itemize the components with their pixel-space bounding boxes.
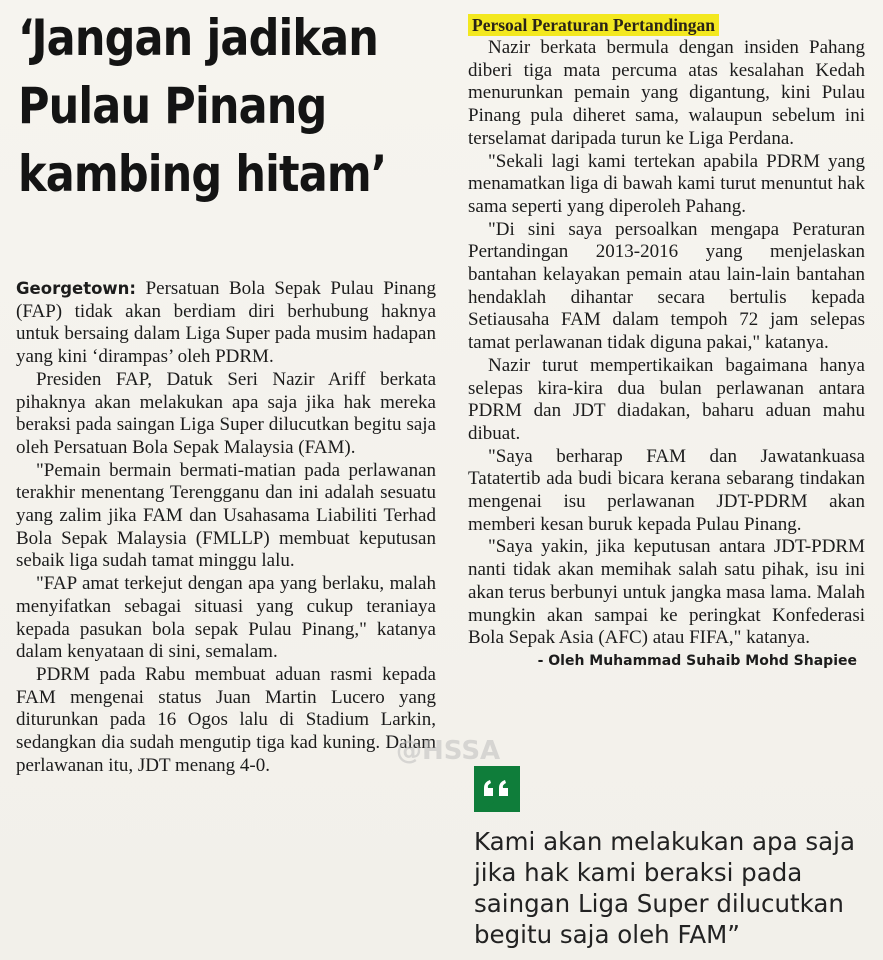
headline-line-2: Pulau Pinang	[18, 77, 327, 135]
paragraph: Presiden FAP, Datuk Seri Nazir Ariff berkata pihaknya akan melakukan apa saja jika hak mereka beraksi pada saingan Liga Super dilucutkan begitu saja oleh Persatuan Bola Sepak Malaysia (FAM).	[16, 368, 436, 458]
paragraph: "FAP amat terkejut dengan apa yang berlaku, malah menyifatkan sebagai situasi yang cukup teraniaya kepada pasukan bola sepak Pulau Pinang," katanya dalam kenyataan di sini, semalam.	[16, 573, 436, 663]
paragraph-text: Persatuan Bola Sepak Pulau Pinang (FAP) tidak akan berdiam diri berhubung haknya untuk bersaing dalam Liga Super pada musim hadapan yang kini ‘dirampas’ oleh PDRM.	[16, 278, 436, 368]
dateline: Georgetown:	[16, 279, 137, 298]
paragraph: "Saya berharap FAM dan Jawatankuasa Tatatertib ada budi bicara kerana sebarang tindakan mengenai isu perlawanan JDT-PDRM akan memberi kesan buruk kepada Pulau Pinang.	[468, 445, 865, 535]
left-body	[16, 278, 436, 777]
watermark: @HSSA	[396, 736, 501, 766]
paragraph: PDRM pada Rabu membuat aduan rasmi kepada FAM mengenai status Juan Martin Lucero yang diturunkan pada 16 Ogos lalu di Stadium Larkin, sedangkan dia sudah mengutip tiga kad kuning. Dalam perlawanan itu, JDT menang 4-0.	[16, 663, 436, 776]
right-column	[468, 0, 873, 960]
quote-marks-icon	[474, 766, 520, 812]
pull-quote	[474, 826, 869, 950]
headline-line-1: ‘Jangan jadikan	[18, 9, 379, 67]
subheading-highlight: Persoal Peraturan Pertandingan	[468, 14, 719, 36]
pull-quote-line-2: jika hak kami beraksi pada	[474, 858, 803, 887]
pull-quote-line-4: begitu saja oleh FAM”	[474, 920, 740, 949]
pull-quote-line-3: saingan Liga Super dilucutkan	[474, 889, 844, 918]
pull-quote-line-1: Kami akan melakukan apa saja	[474, 827, 855, 856]
right-body	[468, 37, 865, 669]
headline	[18, 4, 387, 208]
paragraph	[16, 278, 436, 369]
headline-line-3: kambing hitam’	[18, 145, 387, 203]
paragraph: "Pemain bermain bermati-matian pada perlawanan terakhir menentang Terengganu dan ini adalah sesuatu yang zalim jika FAM dan Usahasama Liabiliti Terhad Bola Sepak Malaysia (FMLLP) membuat keputusan sebaik liga sudah tamat minggu lalu.	[16, 459, 436, 572]
left-column	[14, 0, 438, 960]
paragraph: Nazir berkata bermula dengan insiden Pahang diberi tiga mata percuma atas kesalahan Kedah menurunkan pemain yang digantung, kini Pulau Pinang pula diheret sama, walaupun sebelum ini terselamat daripada turun ke Liga Perdana.	[468, 37, 865, 149]
byline: - Oleh Muhammad Suhaib Mohd Shapiee	[537, 652, 857, 669]
paragraph: Nazir turut mempertikaikan bagaimana hanya selepas kira-kira dua bulan perlawanan antara PDRM dan JDT diadakan, baharu aduan mahu dibuat.	[468, 354, 865, 444]
paragraph: "Di sini saya persoalkan mengapa Peraturan Pertandingan 2013-2016 yang menjelaskan bantahan kelayakan pemain atau lain-lain bantahan hendaklah dihantar secara bertulis kepada Setiausaha FAM dalam tempoh 72 jam selepas tamat perlawanan tidak diguna pakai," katanya.	[468, 218, 865, 354]
paragraph: "Saya yakin, jika keputusan antara JDT-PDRM nanti tidak akan memihak salah satu pihak, isu ini akan terus berbunyi untuk jangka masa lama. Malah mungkin akan sampai ke peringkat Konfederasi Bola Sepak Asia (AFC) atau FIFA," katanya.	[468, 536, 865, 649]
paragraph: "Sekali lagi kami tertekan apabila PDRM yang menamatkan liga di bawah kami turut menuntut hak sama seperti yang diperoleh Pahang.	[468, 150, 865, 217]
